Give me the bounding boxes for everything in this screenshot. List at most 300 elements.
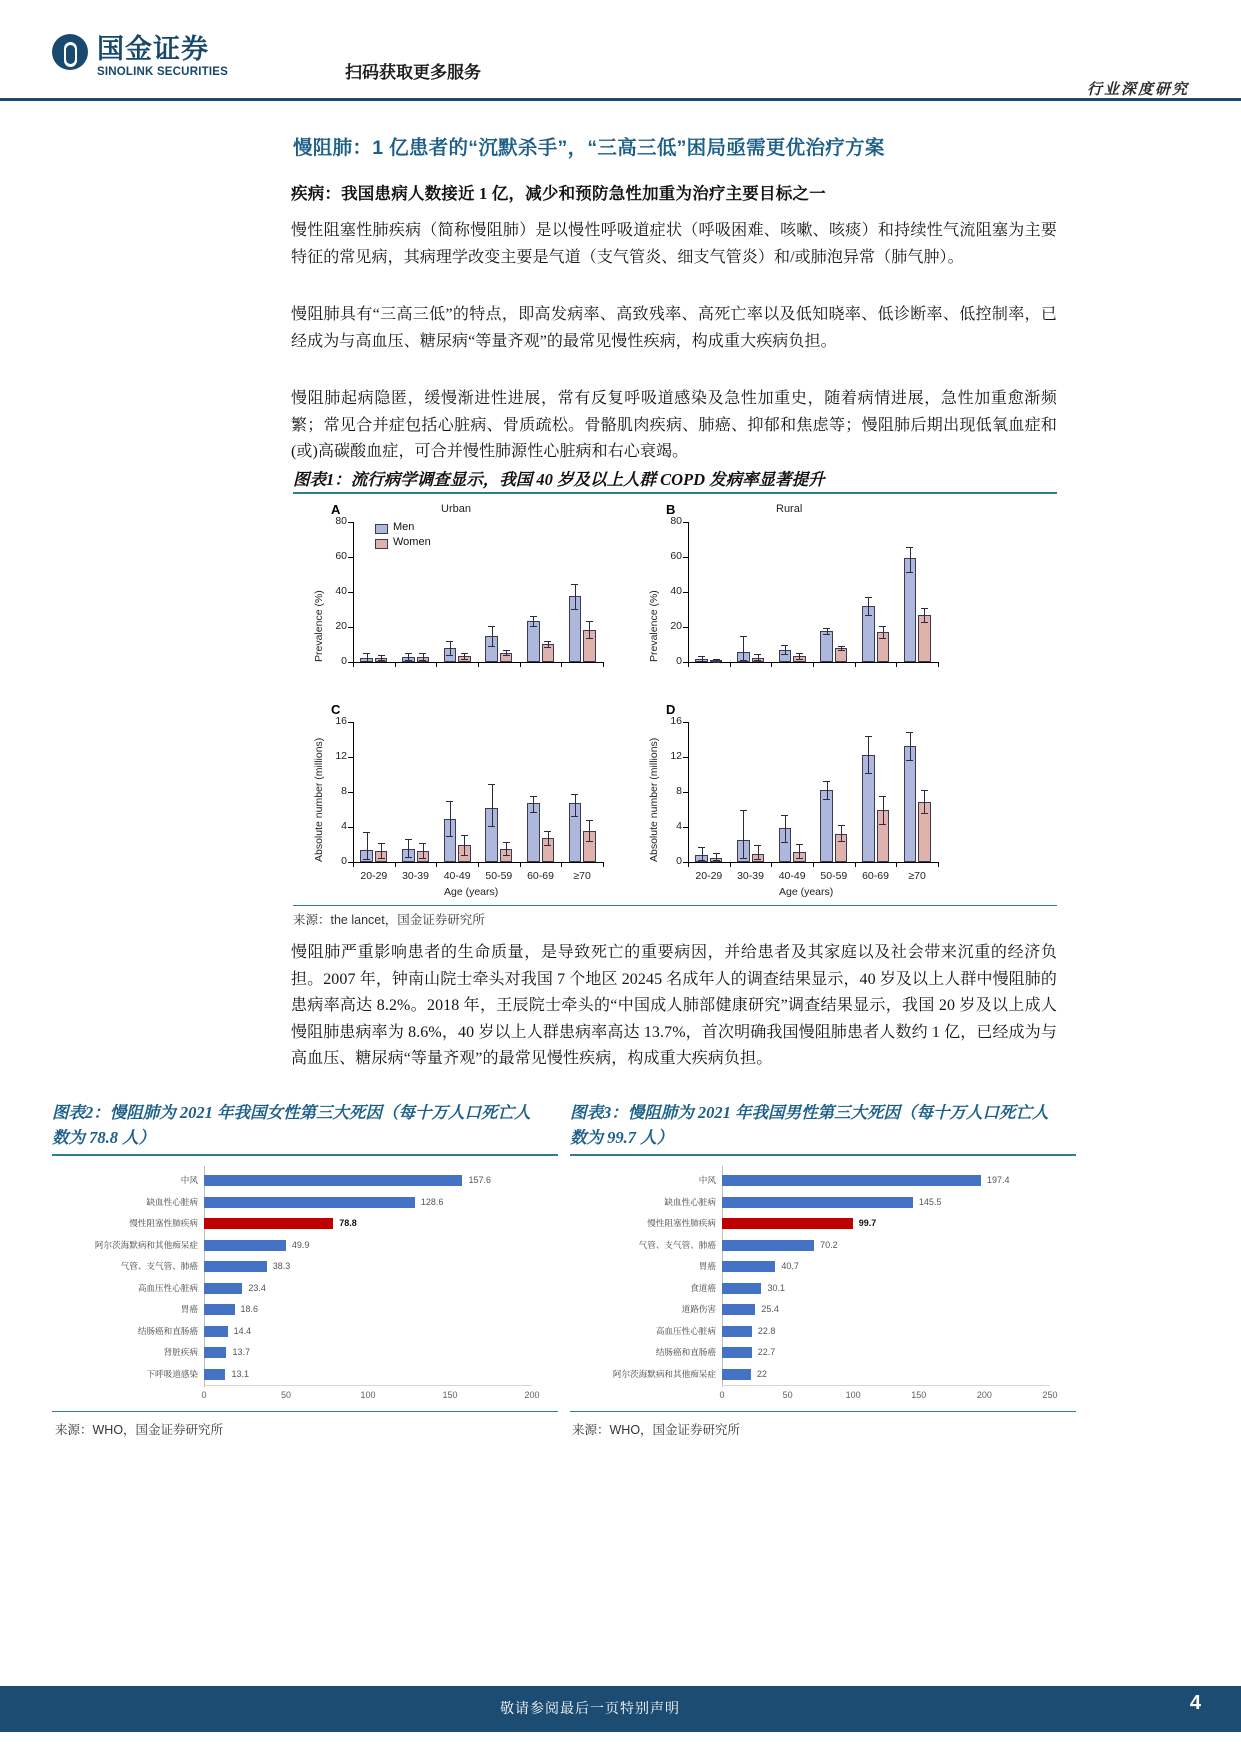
- error-bar: [785, 815, 786, 842]
- error-bar: [367, 653, 368, 660]
- value-axis-tick-label: 50: [782, 1390, 793, 1400]
- error-bar: [924, 790, 925, 813]
- y-tick: [683, 557, 688, 558]
- bar-row: [570, 1260, 1076, 1273]
- error-bar: [799, 844, 800, 858]
- bar-value: [722, 1304, 755, 1315]
- bar-category-label: 气管、支气管、肺癌: [120, 1261, 198, 1272]
- error-bar-cap: [378, 655, 385, 656]
- error-bar-cap: [503, 842, 510, 843]
- error-bar-cap: [446, 655, 453, 656]
- bar-category-label: 胃癌: [698, 1261, 716, 1272]
- bar-value-label: 22.7: [757, 1347, 776, 1358]
- section-subtitle: 疾病：我国患病人数接近 1 亿，减少和预防急性加重为治疗主要目标之一: [291, 184, 826, 203]
- bar-row: [52, 1368, 558, 1381]
- value-axis-tick-label: 100: [845, 1390, 861, 1400]
- error-bar-cap: [796, 858, 803, 859]
- bar-value: [722, 1240, 814, 1251]
- bar-highlighted: [204, 1218, 333, 1229]
- x-tick-label: 50-59: [485, 870, 513, 882]
- bar-value-label: 25.4: [761, 1304, 779, 1315]
- y-axis-title: Prevalence (%): [648, 590, 660, 662]
- x-tick: [561, 662, 562, 667]
- bar-category-label: 阿尔茨海默病和其他痴呆症: [612, 1368, 716, 1379]
- bar-category-label: 慢性阻塞性肺疾病: [129, 1218, 198, 1229]
- bar-highlighted: [722, 1218, 853, 1229]
- x-tick: [896, 662, 897, 667]
- x-tick-label: 30-39: [737, 870, 764, 882]
- bar-value-label: 30.1: [767, 1282, 786, 1293]
- bar-value: [204, 1175, 462, 1186]
- error-bar-cap: [838, 841, 845, 842]
- error-bar-cap: [544, 845, 551, 846]
- y-tick-label: 60: [335, 550, 347, 562]
- error-bar-cap: [378, 660, 385, 661]
- exhibit3-title: 图表3：慢阻肺为 2021 年我国男性第三大死因（每十万人口死亡人数为 99.7 人）: [570, 1103, 1049, 1147]
- y-tick: [348, 827, 353, 828]
- legend-swatch-men: [375, 524, 388, 534]
- bar-row: [52, 1282, 558, 1295]
- error-bar-cap: [446, 641, 453, 642]
- bar-category-label: 慢性阻塞性肺疾病: [647, 1218, 716, 1229]
- y-tick-label: 80: [670, 515, 682, 527]
- y-tick: [683, 592, 688, 593]
- error-bar-cap: [363, 859, 370, 860]
- page-number: 4: [1189, 1692, 1201, 1714]
- error-bar: [533, 796, 534, 812]
- error-bar-cap: [530, 796, 537, 797]
- value-axis-line: [722, 1385, 1050, 1386]
- error-bar: [910, 547, 911, 572]
- x-tick-label: 40-49: [778, 870, 806, 882]
- y-tick: [348, 522, 353, 523]
- bar-value: [204, 1347, 226, 1358]
- panel-letter-b: B: [666, 502, 676, 517]
- error-bar-cap: [378, 843, 385, 844]
- error-bar-cap: [740, 636, 747, 637]
- error-bar-cap: [544, 641, 551, 642]
- error-bar: [492, 626, 493, 646]
- error-bar-cap: [921, 790, 928, 791]
- y-tick: [348, 792, 353, 793]
- error-bar: [841, 825, 842, 841]
- logo-mark-icon: [52, 34, 88, 74]
- error-bar-cap: [571, 584, 578, 585]
- exhibit3-source: 来源：WHO，国金证券研究所: [572, 1423, 741, 1437]
- error-bar-cap: [698, 656, 705, 657]
- error-bar: [743, 636, 744, 661]
- x-tick: [436, 862, 437, 867]
- x-tick: [771, 862, 772, 867]
- page-title: 慢阻肺：1 亿患者的“沉默杀手”，“三高三低”困局亟需更优治疗方案: [293, 137, 885, 159]
- x-tick: [353, 862, 354, 867]
- error-bar: [868, 597, 869, 615]
- bar-row: [570, 1196, 1076, 1209]
- y-tick-label: 12: [335, 750, 347, 762]
- error-bar-cap: [378, 858, 385, 859]
- header-qr-prompt: 扫码获取更多服务: [345, 63, 481, 82]
- x-axis-title: Age (years): [444, 886, 499, 898]
- exhibit1-figure: [293, 492, 1057, 906]
- y-axis-title: Prevalence (%): [313, 590, 325, 662]
- bar-value-label: 49.9: [291, 1239, 310, 1250]
- bar-category-label: 高血压性心脏病: [655, 1325, 716, 1336]
- x-tick: [855, 662, 856, 667]
- value-axis-tick-label: 150: [442, 1390, 458, 1400]
- error-bar-cap: [865, 597, 872, 598]
- x-tick: [813, 862, 814, 867]
- bar-row: [570, 1303, 1076, 1316]
- error-bar-cap: [823, 634, 830, 635]
- bar-category-label: 缺血性心脏病: [146, 1196, 198, 1207]
- error-bar-cap: [906, 572, 913, 573]
- error-bar-cap: [781, 815, 788, 816]
- legend-label-men: Men: [393, 521, 415, 533]
- error-bar-cap: [921, 622, 928, 623]
- x-tick: [436, 662, 437, 667]
- x-tick: [478, 662, 479, 667]
- panel-letter-c: C: [331, 702, 341, 717]
- value-axis-tick-label: 50: [280, 1390, 291, 1400]
- bar-row: [52, 1346, 558, 1359]
- error-bar-cap: [488, 826, 495, 827]
- error-bar: [450, 801, 451, 836]
- error-bar-cap: [713, 662, 720, 663]
- y-tick: [683, 722, 688, 723]
- bar-value-label: 157.6: [468, 1175, 491, 1186]
- y-tick-label: 12: [670, 750, 682, 762]
- error-bar: [533, 616, 534, 626]
- error-bar-cap: [781, 654, 788, 655]
- bar-men-50-59: [820, 631, 833, 662]
- error-bar: [910, 732, 911, 760]
- bar-row: [52, 1196, 558, 1209]
- lancet-copd-chart: [293, 494, 1057, 904]
- error-bar-cap: [754, 654, 761, 655]
- error-bar-cap: [488, 646, 495, 647]
- y-axis-line: [353, 522, 354, 662]
- error-bar: [924, 608, 925, 622]
- exhibit1-source: 来源：the lancet，国金证券研究所: [293, 913, 485, 927]
- error-bar-cap: [586, 820, 593, 821]
- bar-value-label: 145.5: [918, 1196, 942, 1207]
- body-paragraph-3: 慢阻肺起病隐匿，缓慢渐进性进展，常有反复呼吸道感染及急性加重史，随着病情进展，急性加重愈渐频繁；常见合并症包括心脏病、骨质疏松。骨骼肌肉疾病、肺癌、抑郁和焦虑等；慢阻肺后期出现低氧血症和(或)高碳酸血症，可合并慢性肺源性心脏病和右心衰竭。: [291, 390, 1057, 460]
- error-bar-cap: [503, 855, 510, 856]
- bar-category-label: 食道癌: [690, 1282, 716, 1293]
- exhibit3-figure: [570, 1154, 1076, 1412]
- male-causes-chart: [570, 1156, 1076, 1411]
- error-bar: [702, 847, 703, 860]
- error-bar-cap: [363, 653, 370, 654]
- bar-category-label: 肾脏疾病: [163, 1347, 198, 1358]
- error-bar-cap: [698, 860, 705, 861]
- error-bar-cap: [503, 655, 510, 656]
- y-tick: [683, 627, 688, 628]
- bar-category-label: 道路伤害: [681, 1304, 716, 1315]
- error-bar-cap: [586, 621, 593, 622]
- y-axis-line: [353, 722, 354, 862]
- page-header: [0, 0, 1241, 100]
- x-tick: [730, 862, 731, 867]
- bar-row: [570, 1325, 1076, 1338]
- error-bar-cap: [461, 835, 468, 836]
- x-tick-label: ≥70: [573, 870, 591, 882]
- y-tick: [683, 827, 688, 828]
- y-tick-label: 40: [335, 585, 347, 597]
- error-bar-cap: [544, 831, 551, 832]
- logo-title-en: SINOLINK SECURITIES: [97, 66, 228, 78]
- body-paragraph-1: 慢性阻塞性肺疾病（简称慢阻肺）是以慢性呼吸道症状（呼吸困难、咳嗽、咳痰）和持续性气流阻塞为主要特征的常见病，其病理学改变主要是气道（支气管炎、细支气管炎）和/或肺泡异常（肺气肿）。: [291, 222, 1057, 266]
- error-bar-cap: [405, 653, 412, 654]
- error-bar-cap: [713, 853, 720, 854]
- y-tick-label: 4: [341, 820, 347, 832]
- y-tick-label: 8: [341, 785, 347, 797]
- error-bar-cap: [879, 638, 886, 639]
- y-tick-label: 16: [670, 715, 682, 727]
- bar-value: [204, 1326, 228, 1337]
- x-tick-label: 60-69: [527, 870, 554, 882]
- error-bar-cap: [419, 660, 426, 661]
- x-tick-label: 50-59: [820, 870, 848, 882]
- x-tick: [478, 862, 479, 867]
- header-divider: [0, 98, 1241, 101]
- bar-row: [570, 1217, 1076, 1230]
- error-bar-cap: [419, 653, 426, 654]
- error-bar-cap: [363, 832, 370, 833]
- error-bar-cap: [754, 845, 761, 846]
- exhibit2-figure: [52, 1154, 558, 1412]
- error-bar-cap: [740, 858, 747, 859]
- error-bar: [589, 621, 590, 638]
- error-bar: [408, 653, 409, 660]
- x-tick: [603, 862, 604, 867]
- error-bar-cap: [865, 736, 872, 737]
- error-bar-cap: [906, 732, 913, 733]
- bar-men-≥70: [904, 746, 917, 862]
- y-tick: [348, 627, 353, 628]
- bar-category-label: 下呼吸道感染: [146, 1368, 198, 1379]
- error-bar-cap: [461, 659, 468, 660]
- x-tick: [688, 662, 689, 667]
- body-paragraph-4: 慢阻肺严重影响患者的生命质量，是导致死亡的重要病因，并给患者及其家庭以及社会带来沉重的经济负担。2007 年，钟南山院士牵头对我国 7 个地区 20245 名成年人的调查结果显示，40 岁及以上人群中慢阻肺的患病率高达 8.2%。2018 年，王辰院士牵头的“中国成人肺部健康研究”调查结果显示，我国 20 岁及以上成人慢阻肺患病率为 8.6%，40 岁以上人群患病率高达 13.7%，首次明确我国慢阻肺患者人数约 1 亿，已经成为与高血压、糖尿病“等量齐观”的最常见慢性疾病，构成重大疾病负担。: [291, 944, 1057, 1067]
- sinolink-logo: [52, 34, 228, 78]
- error-bar-cap: [571, 816, 578, 817]
- error-bar: [785, 645, 786, 654]
- y-axis-title: Absolute number (millions): [648, 737, 660, 862]
- error-bar: [883, 626, 884, 637]
- bar-value: [204, 1240, 286, 1251]
- error-bar-cap: [405, 857, 412, 858]
- error-bar: [758, 845, 759, 860]
- error-bar-cap: [419, 843, 426, 844]
- bar-value-label: 197.4: [986, 1175, 1010, 1186]
- y-tick-label: 0: [341, 855, 347, 867]
- error-bar-cap: [838, 825, 845, 826]
- error-bar: [868, 736, 869, 773]
- y-tick-label: 20: [335, 620, 347, 632]
- error-bar: [492, 784, 493, 826]
- error-bar-cap: [530, 812, 537, 813]
- error-bar-cap: [906, 760, 913, 761]
- body-paragraph-2: 慢阻肺具有“三高三低”的特点，即高发病率、高致残率、高死亡率以及低知晓率、低诊断率、低控制率，已经成为与高血压、糖尿病“等量齐观”的最常见慢性疾病，构成重大疾病负担。: [291, 306, 1057, 350]
- bar-value-label: 18.6: [240, 1304, 259, 1315]
- error-bar-cap: [740, 660, 747, 661]
- bar-category-label: 中风: [698, 1175, 716, 1186]
- error-bar-cap: [879, 824, 886, 825]
- bar-row: [52, 1239, 558, 1252]
- bar-value-label: 99.7: [858, 1218, 877, 1229]
- bar-value-label: 78.8: [339, 1218, 357, 1229]
- exhibit2-title: 图表2：慢阻肺为 2021 年我国女性第三大死因（每十万人口死亡人数为 78.8 人）: [52, 1103, 531, 1147]
- error-bar-cap: [419, 858, 426, 859]
- x-tick-label: 30-39: [402, 870, 429, 882]
- error-bar-cap: [865, 615, 872, 616]
- value-axis-tick-label: 250: [1042, 1390, 1058, 1400]
- error-bar-cap: [796, 659, 803, 660]
- error-bar: [589, 820, 590, 841]
- error-bar-cap: [823, 799, 830, 800]
- value-axis-tick-label: 200: [976, 1390, 992, 1400]
- error-bar-cap: [781, 842, 788, 843]
- error-bar-cap: [586, 841, 593, 842]
- x-tick: [395, 862, 396, 867]
- error-bar-cap: [879, 796, 886, 797]
- error-bar: [575, 794, 576, 816]
- error-bar-cap: [530, 616, 537, 617]
- error-bar: [506, 842, 507, 855]
- x-axis-title: Age (years): [779, 886, 834, 898]
- x-tick: [561, 862, 562, 867]
- x-tick: [771, 662, 772, 667]
- y-tick-label: 0: [341, 655, 347, 667]
- error-bar-cap: [446, 836, 453, 837]
- x-tick-label: 20-29: [360, 870, 388, 882]
- header-report-type: 行业深度研究: [1086, 82, 1189, 98]
- error-bar-cap: [921, 813, 928, 814]
- error-bar-cap: [461, 653, 468, 654]
- x-tick: [520, 662, 521, 667]
- error-bar-cap: [571, 609, 578, 610]
- bar-men-≥70: [904, 558, 917, 662]
- bar-row: [52, 1174, 558, 1187]
- footer-disclaimer: 敬请参阅最后一页特别声明: [500, 1702, 680, 1717]
- y-tick-label: 20: [670, 620, 682, 632]
- error-bar-cap: [698, 661, 705, 662]
- y-tick: [348, 557, 353, 558]
- bar-category-label: 高血压性心脏病: [137, 1282, 198, 1293]
- exhibit2-source: 来源：WHO，国金证券研究所: [55, 1423, 224, 1437]
- error-bar: [367, 832, 368, 858]
- y-axis-title: Absolute number (millions): [313, 737, 325, 862]
- y-tick: [683, 757, 688, 758]
- x-tick: [938, 662, 939, 667]
- bar-category-label: 气管、支气管、肺癌: [638, 1239, 716, 1250]
- bar-value: [204, 1197, 415, 1208]
- value-axis-tick-label: 0: [201, 1390, 207, 1400]
- error-bar-cap: [461, 855, 468, 856]
- bar-category-label: 胃癌: [180, 1304, 198, 1315]
- bar-category-label: 缺血性心脏病: [664, 1196, 716, 1207]
- y-tick-label: 16: [335, 715, 347, 727]
- bar-men-50-59: [820, 790, 833, 862]
- bar-value-label: 70.2: [820, 1239, 838, 1250]
- bar-category-label: 中风: [180, 1175, 198, 1186]
- panel-letter-a: A: [331, 502, 341, 517]
- y-tick: [348, 592, 353, 593]
- y-tick-label: 0: [676, 855, 682, 867]
- error-bar-cap: [921, 608, 928, 609]
- error-bar-cap: [838, 650, 845, 651]
- y-tick-label: 0: [676, 655, 682, 667]
- x-tick: [520, 862, 521, 867]
- error-bar-cap: [363, 661, 370, 662]
- x-tick: [938, 862, 939, 867]
- x-tick: [395, 662, 396, 667]
- x-tick-label: 40-49: [443, 870, 471, 882]
- bar-row: [570, 1282, 1076, 1295]
- error-bar: [743, 810, 744, 858]
- error-bar: [548, 831, 549, 845]
- bar-row: [52, 1325, 558, 1338]
- legend-swatch-women: [375, 539, 388, 549]
- y-tick-label: 60: [670, 550, 682, 562]
- error-bar-cap: [405, 839, 412, 840]
- error-bar: [408, 839, 409, 857]
- legend-label-women: Women: [393, 536, 431, 548]
- error-bar: [464, 835, 465, 855]
- bar-value: [722, 1197, 913, 1208]
- panel-header-urban: Urban: [441, 503, 471, 515]
- value-axis-tick-label: 150: [911, 1390, 927, 1400]
- value-axis-tick-label: 0: [719, 1390, 725, 1400]
- x-tick-label: 20-29: [695, 870, 723, 882]
- x-tick: [730, 662, 731, 667]
- bar-row: [52, 1217, 558, 1230]
- y-tick: [683, 792, 688, 793]
- error-bar: [716, 853, 717, 860]
- bar-value-label: 22: [756, 1368, 767, 1379]
- panel-letter-d: D: [666, 702, 676, 717]
- bar-value: [722, 1369, 751, 1380]
- error-bar-cap: [754, 859, 761, 860]
- x-tick: [688, 862, 689, 867]
- error-bar: [575, 584, 576, 609]
- error-bar-cap: [503, 650, 510, 651]
- error-bar: [381, 843, 382, 858]
- female-causes-chart: [52, 1156, 558, 1411]
- error-bar-cap: [823, 628, 830, 629]
- bar-row: [52, 1260, 558, 1273]
- bar-row: [570, 1346, 1076, 1359]
- error-bar-cap: [488, 784, 495, 785]
- error-bar: [450, 641, 451, 655]
- bar-value: [722, 1261, 775, 1272]
- bar-value-label: 40.7: [781, 1261, 799, 1272]
- error-bar-cap: [713, 659, 720, 660]
- error-bar-cap: [865, 773, 872, 774]
- bar-value: [204, 1283, 242, 1294]
- error-bar-cap: [754, 660, 761, 661]
- bar-category-label: 结肠癌和直肠癌: [137, 1325, 198, 1336]
- bar-category-label: 结肠癌和直肠癌: [655, 1347, 716, 1358]
- y-axis-line: [688, 722, 689, 862]
- error-bar: [883, 796, 884, 824]
- bar-value: [204, 1261, 267, 1272]
- error-bar-cap: [713, 860, 720, 861]
- error-bar-cap: [530, 626, 537, 627]
- value-axis-line: [204, 1385, 532, 1386]
- bar-row: [570, 1368, 1076, 1381]
